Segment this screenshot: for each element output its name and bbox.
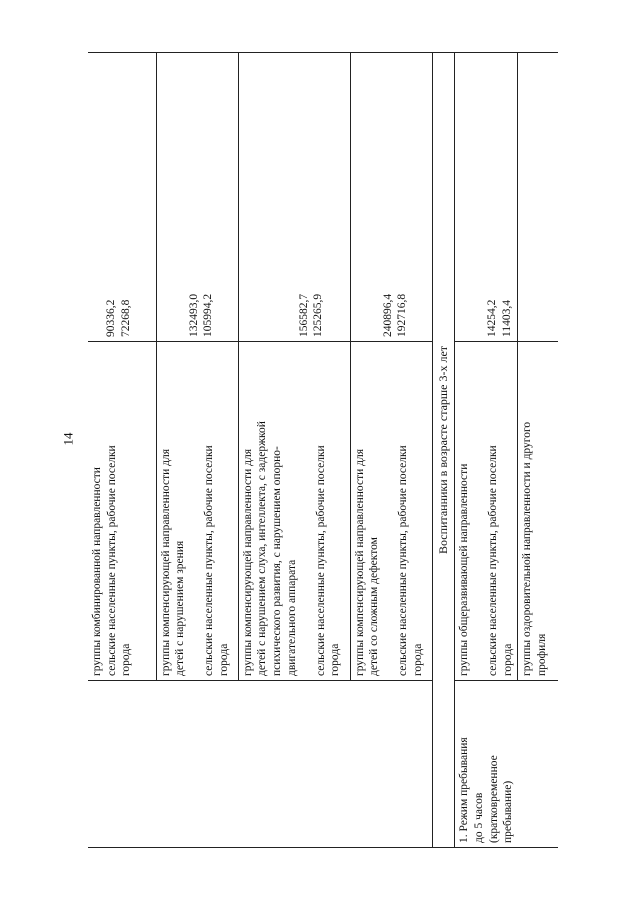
mode-line: пребывание)	[502, 780, 515, 843]
value-cell	[88, 53, 156, 342]
label-line: города	[329, 643, 342, 676]
value-cell	[518, 53, 558, 342]
label-line: сельские населенные пункты, рабочие поселки	[105, 445, 118, 676]
label-line: группы компенсирующей направленности для	[241, 448, 254, 676]
label-line: детей с нарушением слуха, интеллекта, с задержкой	[256, 421, 269, 676]
table-row	[238, 53, 350, 848]
label-line: сельские населенные пункты, рабочие поселки	[486, 445, 499, 676]
label-cell	[238, 342, 350, 681]
label-line: группы общеразвивающей направленности	[458, 463, 471, 676]
mode-cell	[455, 681, 558, 848]
label-line: детей со сложным дефектом	[368, 537, 381, 676]
mode-line: до 5 часов	[472, 792, 485, 843]
value-cell	[455, 53, 518, 342]
value: 132493,0	[187, 293, 200, 337]
value-cell	[238, 53, 350, 342]
section-row	[432, 53, 454, 848]
page-number: 14	[60, 432, 76, 446]
label-cell	[88, 342, 156, 681]
label-line: группы оздоровительной направленности и другого	[521, 421, 534, 676]
label-line: детей с нарушением зрения	[174, 540, 187, 676]
label-line: группы компенсирующей направленности для	[353, 448, 366, 676]
label-line: города	[501, 643, 514, 676]
label-line: психического развития, с нарушением опорно-	[271, 446, 284, 676]
label-line: города	[217, 643, 230, 676]
label-line: профиля	[536, 633, 549, 676]
rotated-table-content	[88, 78, 558, 848]
label-cell	[455, 342, 518, 681]
value: 192716,8	[396, 293, 409, 337]
label-cell	[350, 342, 432, 681]
label-line: города	[411, 643, 424, 676]
mode-cell-empty	[238, 681, 350, 848]
value: 105994,2	[202, 293, 215, 337]
value: 11403,4	[500, 300, 513, 337]
label-line: сельские населенные пункты, рабочие поселки	[203, 445, 215, 676]
table-row	[455, 53, 518, 848]
mode-line: (кратковременное	[487, 755, 500, 843]
label-line: сельские населенные пункты, рабочие поселки	[397, 445, 410, 676]
label-line: группы комбинированной направленности	[91, 467, 103, 676]
value: 72268,8	[119, 299, 132, 337]
label-line: города	[120, 643, 133, 676]
table-row	[156, 53, 238, 848]
tariff-table	[88, 52, 558, 848]
value-cell	[156, 53, 238, 342]
mode-line: 1. Режим пребывания	[458, 737, 471, 843]
value: 156582,7	[297, 293, 310, 337]
value: 14254,2	[486, 299, 499, 337]
section-title: Воспитанники в возрасте старше 3-х лет	[432, 53, 454, 848]
value: 240896,4	[381, 293, 394, 337]
label-line: двигательного аппарата	[285, 559, 298, 676]
label-cell	[518, 342, 558, 681]
table-row	[88, 53, 156, 848]
value: 125265,9	[312, 293, 325, 337]
value: 90336,2	[105, 299, 117, 337]
value-cell	[350, 53, 432, 342]
label-line: группы компенсирующей направленности для	[159, 448, 172, 676]
table-row	[350, 53, 432, 848]
mode-cell-empty	[350, 681, 432, 848]
mode-cell-empty	[88, 681, 156, 848]
rotated-table-frame	[88, 78, 558, 848]
label-cell	[156, 342, 238, 681]
label-line: сельские населенные пункты, рабочие поселки	[314, 445, 327, 676]
mode-cell-empty	[156, 681, 238, 848]
